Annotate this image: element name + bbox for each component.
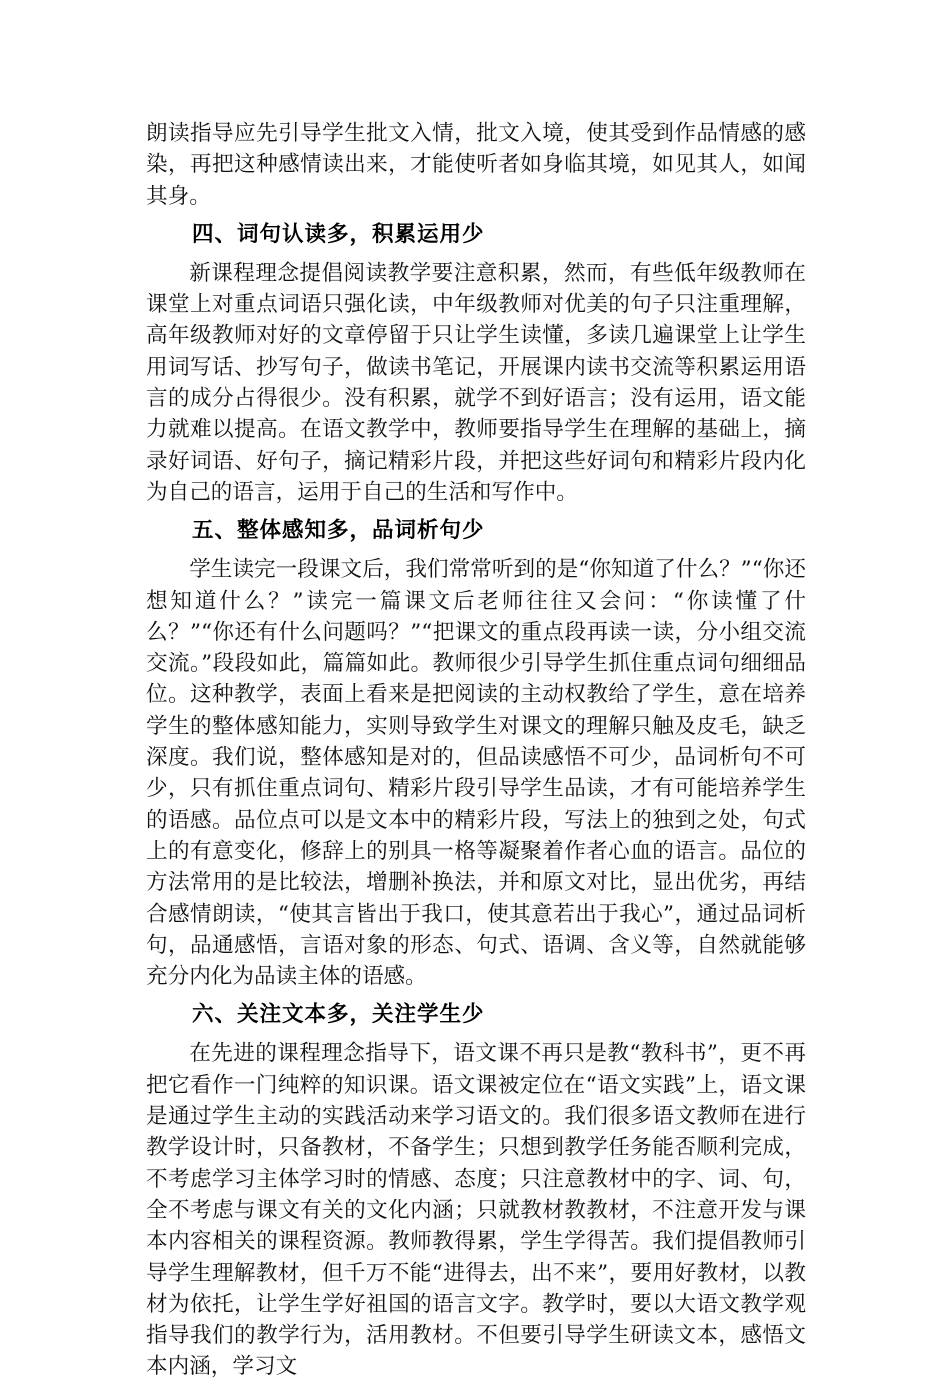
section-heading-6: 六、关注文本多，关注学生少 [192, 1002, 485, 1028]
section-heading-5: 五、整体感知多，品词析句少 [192, 518, 485, 544]
section-paragraph-6: 在先进的课程理念指导下，语文课不再只是教“教科书”，更不再把它看作一门纯粹的知识课。语文课被定位在“语文实践”上，语文课是通过学生主动的实践活动来学习语文的。我们很多语文教师在进行教学设计时，只备教材，不备学生；只想到教学任务能否顺利完成，不考虑学习主体学习时的情感、态度；只注意教材中的字、词、句，全不考虑与课文有关的文化内涵；只就教材教教材，不注意开发与课本内容相关的课程资源。教师教得累，学生学得苦。我们提倡教师引导学生理解教材，但千万不能“进得去，出不来”，要用好教材，以教材为依托，让学生学好祖国的语言文字。教学时，要以大语文教学观指导我们的教学行为，活用教材。不但要引导学生研读文本，感悟文本内涵，学习文 [146, 1041, 806, 1380]
section-heading-4: 四、词句认读多，积累运用少 [192, 221, 485, 247]
intro-paragraph: 朗读指导应先引导学生批文入情，批文入境，使其受到作品情感的感染，再把这种感情读出来，才能使听者如身临其境，如见其人，如闻其身。 [146, 121, 806, 209]
document-page [146, 118, 806, 1383]
section-paragraph-5: 学生读完一段课文后，我们常常听到的是“你知道了什么？”“你还想知道什么？”读完一篇课文后老师往往又会问：“你读懂了什么？”“你还有什么问题吗？”“把课文的重点段再读一读，分小组交流交流。”段段如此，篇篇如此。教师很少引导学生抓住重点词句细细品位。这种教学，表面上看来是把阅读的主动权教给了学生，意在培养学生的整体感知能力，实则导致学生对课文的理解只触及皮毛，缺乏深度。我们说，整体感知是对的，但品读感悟不可少，品词析句不可少，只有抓住重点词句、精彩片段引导学生品读，才有可能培养学生的语感。品位点可以是文本中的精彩片段，写法上的独到之处，句式上的有意变化，修辞上的别具一格等凝聚着作者心血的语言。品位的方法常用的是比较法，增删补换法，并和原文对比，显出优劣，再结合感情朗读，“使其言皆出于我口，使其意若出于我心”，通过品词析句，品通感悟，言语对象的形态、句式、语调、含义等，自然就能够充分内化为品读主体的语感。 [146, 557, 806, 990]
section-paragraph-4: 新课程理念提倡阅读教学要注意积累，然而，有些低年级教师在课堂上对重点词语只强化读，中年级教师对优美的句子只注重理解，高年级教师对好的文章停留于只让学生读懂，多读几遍课堂上让学生用词写话、抄写句子，做读书笔记，开展课内读书交流等积累运用语言的成分占得很少。没有积累，就学不到好语言；没有运用，语文能力就难以提高。在语文教学中，教师要指导学生在理解的基础上，摘录好词语、好句子，摘记精彩片段，并把这些好词句和精彩片段内化为自己的语言，运用于自己的生活和写作中。 [146, 260, 806, 505]
